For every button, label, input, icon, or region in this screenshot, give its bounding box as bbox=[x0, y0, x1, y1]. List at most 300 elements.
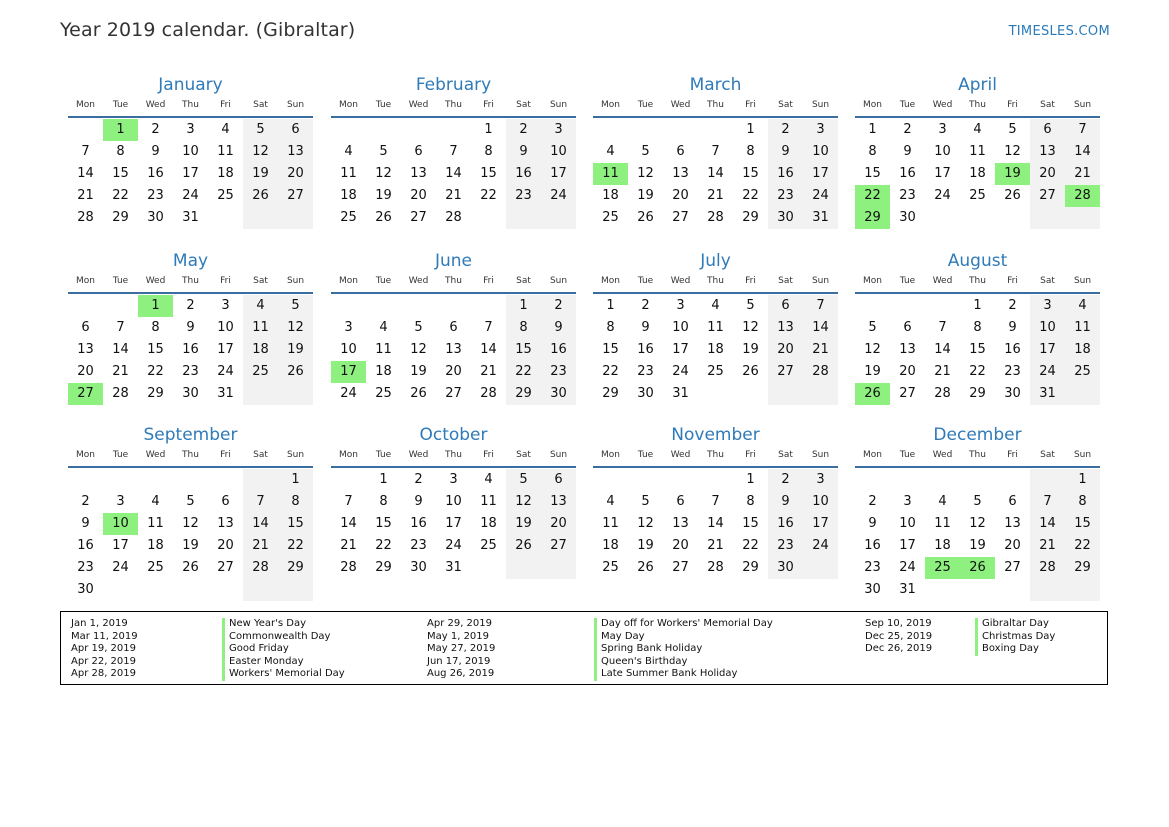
day-cell: 12 bbox=[742, 320, 759, 335]
holiday-day-cell: 27 bbox=[68, 383, 103, 405]
weekday-label: Sun bbox=[286, 100, 305, 110]
day-cell: 16 bbox=[147, 166, 164, 181]
day-cell: 18 bbox=[934, 538, 951, 553]
day-cell: 19 bbox=[278, 339, 313, 361]
holiday-day-cell: 19 bbox=[995, 163, 1030, 185]
day-cell: 2 bbox=[506, 119, 541, 141]
weekday-label: Fri bbox=[1007, 276, 1018, 286]
day-cell: 14 bbox=[1030, 513, 1065, 535]
day-grid bbox=[855, 469, 1100, 601]
legend-date: May 27, 2019 bbox=[427, 643, 496, 654]
day-cell: 12 bbox=[864, 342, 881, 357]
day-cell: 31 bbox=[803, 207, 838, 229]
day-cell: 12 bbox=[969, 516, 986, 531]
day-cell: 25 bbox=[1065, 361, 1100, 383]
weekday-label: Wed bbox=[408, 450, 429, 460]
empty-cell bbox=[995, 207, 1030, 229]
day-cell: 2 bbox=[768, 119, 803, 141]
weekday-label: Mon bbox=[863, 276, 882, 286]
day-cell: 5 bbox=[186, 494, 195, 509]
day-cell: 19 bbox=[969, 538, 986, 553]
legend-holiday-name: Good Friday bbox=[222, 643, 345, 656]
day-cell: 20 bbox=[77, 364, 94, 379]
month-october bbox=[331, 424, 576, 579]
day-cell: 13 bbox=[1030, 141, 1065, 163]
day-cell: 24 bbox=[803, 535, 838, 557]
weekday-label: Mon bbox=[76, 276, 95, 286]
day-cell: 9 bbox=[506, 141, 541, 163]
legend-dates-col-2 bbox=[427, 618, 495, 681]
legend-holiday-name: Spring Bank Holiday bbox=[594, 643, 773, 656]
day-cell: 13 bbox=[768, 317, 803, 339]
day-cell: 8 bbox=[746, 494, 755, 509]
day-cell: 27 bbox=[1030, 185, 1065, 207]
day-cell: 30 bbox=[410, 560, 427, 575]
day-cell: 24 bbox=[541, 185, 576, 207]
day-cell: 17 bbox=[803, 163, 838, 185]
empty-cell bbox=[925, 295, 960, 317]
month-title: November bbox=[671, 425, 760, 445]
day-cell: 7 bbox=[938, 320, 947, 335]
day-cell: 8 bbox=[484, 144, 493, 159]
day-cell: 5 bbox=[641, 494, 650, 509]
day-cell: 6 bbox=[768, 295, 803, 317]
day-cell: 17 bbox=[934, 166, 951, 181]
day-cell: 15 bbox=[602, 342, 619, 357]
weekday-label: Fri bbox=[1007, 100, 1018, 110]
day-cell: 2 bbox=[151, 122, 160, 137]
day-cell: 20 bbox=[541, 513, 576, 535]
weekday-label: Thu bbox=[707, 276, 724, 286]
day-cell: 26 bbox=[182, 560, 199, 575]
day-cell: 11 bbox=[934, 516, 951, 531]
day-cell: 9 bbox=[186, 320, 195, 335]
day-cell: 19 bbox=[182, 538, 199, 553]
day-cell: 15 bbox=[480, 166, 497, 181]
weekday-label: Tue bbox=[112, 276, 129, 286]
day-cell: 6 bbox=[278, 119, 313, 141]
day-cell: 25 bbox=[340, 210, 357, 225]
day-cell: 23 bbox=[637, 364, 654, 379]
weekday-label: Wed bbox=[670, 100, 691, 110]
weekday-label: Sat bbox=[516, 450, 531, 460]
day-cell: 13 bbox=[899, 342, 916, 357]
weekday-label: Sat bbox=[516, 100, 531, 110]
holiday-day-cell: 1 bbox=[103, 119, 138, 141]
day-cell: 9 bbox=[541, 317, 576, 339]
day-cell: 28 bbox=[803, 361, 838, 383]
day-grid bbox=[331, 295, 576, 405]
day-cell: 16 bbox=[864, 538, 881, 553]
day-cell: 13 bbox=[278, 141, 313, 163]
day-cell: 13 bbox=[410, 166, 427, 181]
day-cell: 15 bbox=[742, 516, 759, 531]
legend-dates-col-1 bbox=[71, 618, 138, 681]
empty-cell bbox=[208, 469, 243, 491]
day-cell: 22 bbox=[742, 188, 759, 203]
empty-cell bbox=[366, 295, 401, 317]
day-cell: 7 bbox=[449, 144, 458, 159]
weekday-header bbox=[855, 272, 1100, 294]
weekday-label: Sat bbox=[778, 450, 793, 460]
weekday-label: Sat bbox=[1040, 100, 1055, 110]
day-cell: 16 bbox=[77, 538, 94, 553]
weekday-label: Mon bbox=[76, 100, 95, 110]
month-title: April bbox=[958, 75, 997, 95]
day-cell: 18 bbox=[243, 339, 278, 361]
day-cell: 18 bbox=[217, 166, 234, 181]
weekday-header bbox=[68, 446, 313, 468]
day-cell: 23 bbox=[768, 535, 803, 557]
weekday-label: Thu bbox=[969, 450, 986, 460]
day-cell: 6 bbox=[1030, 119, 1065, 141]
day-cell: 10 bbox=[1030, 317, 1065, 339]
day-cell: 25 bbox=[217, 188, 234, 203]
day-cell: 19 bbox=[637, 188, 654, 203]
day-cell: 8 bbox=[379, 494, 388, 509]
empty-cell bbox=[68, 119, 103, 141]
day-cell: 9 bbox=[768, 491, 803, 513]
day-cell: 11 bbox=[480, 494, 497, 509]
weekday-label: Fri bbox=[220, 276, 231, 286]
day-cell: 30 bbox=[637, 386, 654, 401]
day-cell: 16 bbox=[182, 342, 199, 357]
empty-cell bbox=[278, 207, 313, 229]
day-grid bbox=[593, 295, 838, 405]
empty-cell bbox=[995, 579, 1030, 601]
day-cell: 27 bbox=[445, 386, 462, 401]
day-cell: 2 bbox=[868, 494, 877, 509]
day-cell: 21 bbox=[1065, 163, 1100, 185]
day-cell: 6 bbox=[541, 469, 576, 491]
day-cell: 18 bbox=[340, 188, 357, 203]
day-cell: 29 bbox=[147, 386, 164, 401]
empty-cell bbox=[68, 469, 103, 491]
day-cell: 14 bbox=[243, 513, 278, 535]
day-cell: 20 bbox=[899, 364, 916, 379]
weekday-header bbox=[331, 96, 576, 118]
day-cell: 24 bbox=[445, 538, 462, 553]
day-cell: 8 bbox=[1065, 491, 1100, 513]
weekday-label: Sat bbox=[253, 276, 268, 286]
day-cell: 16 bbox=[1004, 342, 1021, 357]
day-cell: 21 bbox=[340, 538, 357, 553]
weekday-label: Fri bbox=[483, 276, 494, 286]
empty-cell bbox=[471, 207, 506, 229]
day-cell: 11 bbox=[147, 516, 164, 531]
day-cell: 23 bbox=[77, 560, 94, 575]
weekday-label: Tue bbox=[375, 450, 392, 460]
day-cell: 7 bbox=[81, 144, 90, 159]
day-cell: 26 bbox=[278, 361, 313, 383]
day-cell: 29 bbox=[375, 560, 392, 575]
day-cell: 16 bbox=[899, 166, 916, 181]
weekday-label: Fri bbox=[1007, 450, 1018, 460]
weekday-label: Sat bbox=[516, 276, 531, 286]
day-cell: 23 bbox=[410, 538, 427, 553]
weekday-label: Wed bbox=[932, 100, 953, 110]
day-cell: 5 bbox=[641, 144, 650, 159]
day-cell: 5 bbox=[973, 494, 982, 509]
weekday-label: Wed bbox=[932, 276, 953, 286]
day-cell: 6 bbox=[903, 320, 912, 335]
day-cell: 21 bbox=[707, 188, 724, 203]
legend-holiday-name: Commonwealth Day bbox=[222, 631, 345, 644]
day-cell: 29 bbox=[742, 210, 759, 225]
day-cell: 4 bbox=[973, 122, 982, 137]
day-cell: 8 bbox=[746, 144, 755, 159]
day-cell: 6 bbox=[1008, 494, 1017, 509]
day-cell: 11 bbox=[243, 317, 278, 339]
day-cell: 28 bbox=[243, 557, 278, 579]
legend-date: Sep 10, 2019 bbox=[865, 618, 932, 629]
day-cell: 11 bbox=[217, 144, 234, 159]
day-cell: 3 bbox=[1030, 295, 1065, 317]
empty-cell bbox=[401, 295, 436, 317]
legend-holiday-name: Gibraltar Day bbox=[975, 618, 1055, 631]
day-cell: 30 bbox=[182, 386, 199, 401]
weekday-label: Mon bbox=[339, 450, 358, 460]
holiday-day-cell: 26 bbox=[960, 557, 995, 579]
day-grid bbox=[593, 119, 838, 229]
day-cell: 21 bbox=[480, 364, 497, 379]
weekday-header bbox=[68, 96, 313, 118]
empty-cell bbox=[925, 579, 960, 601]
empty-cell bbox=[698, 469, 733, 491]
day-cell: 24 bbox=[934, 188, 951, 203]
day-cell: 4 bbox=[243, 295, 278, 317]
weekday-label: Wed bbox=[670, 450, 691, 460]
day-cell: 8 bbox=[151, 320, 160, 335]
day-cell: 4 bbox=[151, 494, 160, 509]
empty-cell bbox=[243, 383, 278, 405]
empty-cell bbox=[506, 557, 541, 579]
day-cell: 23 bbox=[147, 188, 164, 203]
day-cell: 23 bbox=[768, 185, 803, 207]
day-cell: 14 bbox=[480, 342, 497, 357]
day-cell: 24 bbox=[112, 560, 129, 575]
day-cell: 26 bbox=[506, 535, 541, 557]
day-cell: 28 bbox=[340, 560, 357, 575]
day-cell: 14 bbox=[112, 342, 129, 357]
empty-cell bbox=[173, 469, 208, 491]
day-cell: 18 bbox=[969, 166, 986, 181]
day-cell: 6 bbox=[414, 144, 423, 159]
day-cell: 25 bbox=[969, 188, 986, 203]
day-cell: 3 bbox=[903, 494, 912, 509]
day-cell: 10 bbox=[182, 144, 199, 159]
day-cell: 15 bbox=[1065, 513, 1100, 535]
day-cell: 13 bbox=[1004, 516, 1021, 531]
empty-cell bbox=[1065, 579, 1100, 601]
empty-cell bbox=[698, 383, 733, 405]
day-cell: 14 bbox=[77, 166, 94, 181]
month-title: October bbox=[419, 425, 488, 445]
legend-date: Apr 29, 2019 bbox=[427, 618, 493, 629]
day-cell: 17 bbox=[541, 163, 576, 185]
day-cell: 16 bbox=[768, 163, 803, 185]
month-title: January bbox=[158, 75, 223, 95]
day-cell: 14 bbox=[934, 342, 951, 357]
day-cell: 27 bbox=[541, 535, 576, 557]
day-cell: 16 bbox=[541, 339, 576, 361]
month-may bbox=[68, 250, 313, 405]
day-cell: 10 bbox=[899, 516, 916, 531]
weekday-label: Thu bbox=[182, 276, 199, 286]
day-cell: 13 bbox=[672, 516, 689, 531]
day-cell: 20 bbox=[445, 364, 462, 379]
day-cell: 29 bbox=[602, 386, 619, 401]
day-grid bbox=[68, 295, 313, 405]
legend-date: Jan 1, 2019 bbox=[71, 618, 128, 629]
weekday-label: Tue bbox=[637, 450, 654, 460]
day-cell: 13 bbox=[217, 516, 234, 531]
empty-cell bbox=[331, 295, 366, 317]
empty-cell bbox=[243, 579, 278, 601]
day-cell: 7 bbox=[711, 144, 720, 159]
day-cell: 1 bbox=[868, 122, 877, 137]
empty-cell bbox=[208, 207, 243, 229]
day-cell: 22 bbox=[1065, 535, 1100, 557]
day-cell: 4 bbox=[606, 494, 615, 509]
day-cell: 20 bbox=[1004, 538, 1021, 553]
day-cell: 28 bbox=[1030, 557, 1065, 579]
day-cell: 21 bbox=[1030, 535, 1065, 557]
day-cell: 22 bbox=[375, 538, 392, 553]
day-cell: 12 bbox=[278, 317, 313, 339]
legend-holiday-name: Easter Monday bbox=[222, 656, 345, 669]
weekday-label: Thu bbox=[445, 450, 462, 460]
day-cell: 1 bbox=[606, 298, 615, 313]
day-cell: 1 bbox=[746, 122, 755, 137]
empty-cell bbox=[628, 469, 663, 491]
holiday-day-cell: 29 bbox=[855, 207, 890, 229]
day-grid bbox=[331, 469, 576, 579]
empty-cell bbox=[541, 207, 576, 229]
legend-date: Dec 26, 2019 bbox=[865, 643, 933, 654]
day-cell: 23 bbox=[541, 361, 576, 383]
day-cell: 4 bbox=[711, 298, 720, 313]
day-cell: 1 bbox=[278, 469, 313, 491]
day-cell: 12 bbox=[410, 342, 427, 357]
day-cell: 29 bbox=[506, 383, 541, 405]
day-cell: 3 bbox=[221, 298, 230, 313]
day-cell: 30 bbox=[147, 210, 164, 225]
day-cell: 4 bbox=[938, 494, 947, 509]
legend-date: Jun 17, 2019 bbox=[427, 655, 491, 667]
day-cell: 12 bbox=[1004, 144, 1021, 159]
day-cell: 14 bbox=[803, 317, 838, 339]
day-cell: 31 bbox=[182, 210, 199, 225]
empty-cell bbox=[1030, 469, 1065, 491]
day-grid bbox=[68, 119, 313, 229]
day-cell: 2 bbox=[414, 472, 423, 487]
weekday-label: Tue bbox=[375, 100, 392, 110]
day-cell: 29 bbox=[742, 560, 759, 575]
day-cell: 12 bbox=[637, 516, 654, 531]
day-cell: 26 bbox=[410, 386, 427, 401]
day-cell: 19 bbox=[506, 513, 541, 535]
day-cell: 11 bbox=[375, 342, 392, 357]
day-cell: 18 bbox=[147, 538, 164, 553]
empty-cell bbox=[243, 469, 278, 491]
day-cell: 15 bbox=[375, 516, 392, 531]
day-cell: 28 bbox=[112, 386, 129, 401]
legend-date: May 1, 2019 bbox=[427, 630, 490, 642]
day-cell: 27 bbox=[1004, 560, 1021, 575]
holiday-day-cell: 25 bbox=[925, 557, 960, 579]
day-cell: 26 bbox=[375, 210, 392, 225]
day-cell: 5 bbox=[868, 320, 877, 335]
day-cell: 1 bbox=[484, 122, 493, 137]
day-cell: 6 bbox=[81, 320, 90, 335]
day-cell: 6 bbox=[449, 320, 458, 335]
day-cell: 15 bbox=[278, 513, 313, 535]
weekday-label: Tue bbox=[899, 450, 916, 460]
weekday-header bbox=[331, 272, 576, 294]
day-cell: 14 bbox=[445, 166, 462, 181]
month-march bbox=[593, 74, 838, 229]
day-cell: 28 bbox=[445, 210, 462, 225]
month-august bbox=[855, 250, 1100, 405]
empty-cell bbox=[925, 469, 960, 491]
weekday-label: Mon bbox=[601, 450, 620, 460]
day-cell: 26 bbox=[1004, 188, 1021, 203]
day-cell: 9 bbox=[414, 494, 423, 509]
day-cell: 23 bbox=[182, 364, 199, 379]
empty-cell bbox=[506, 207, 541, 229]
day-cell: 30 bbox=[77, 582, 94, 597]
day-cell: 21 bbox=[707, 538, 724, 553]
day-cell: 29 bbox=[278, 557, 313, 579]
day-cell: 28 bbox=[707, 210, 724, 225]
day-cell: 22 bbox=[742, 538, 759, 553]
day-cell: 7 bbox=[711, 494, 720, 509]
weekday-label: Sun bbox=[1073, 450, 1092, 460]
empty-cell bbox=[925, 207, 960, 229]
day-cell: 4 bbox=[221, 122, 230, 137]
day-cell: 4 bbox=[606, 144, 615, 159]
day-cell: 15 bbox=[506, 339, 541, 361]
brand-link[interactable]: TIMESLES.COM bbox=[1008, 24, 1110, 39]
day-cell: 23 bbox=[1004, 364, 1021, 379]
day-cell: 21 bbox=[243, 535, 278, 557]
empty-cell bbox=[698, 119, 733, 141]
day-cell: 3 bbox=[186, 122, 195, 137]
day-cell: 22 bbox=[112, 188, 129, 203]
day-cell: 21 bbox=[934, 364, 951, 379]
day-cell: 24 bbox=[672, 364, 689, 379]
day-cell: 30 bbox=[899, 210, 916, 225]
day-cell: 28 bbox=[707, 560, 724, 575]
weekday-label: Fri bbox=[483, 100, 494, 110]
day-cell: 10 bbox=[934, 144, 951, 159]
day-cell: 18 bbox=[375, 364, 392, 379]
day-cell: 27 bbox=[672, 560, 689, 575]
day-cell: 19 bbox=[243, 163, 278, 185]
day-cell: 24 bbox=[899, 560, 916, 575]
empty-cell bbox=[855, 295, 890, 317]
month-september bbox=[68, 424, 313, 601]
weekday-label: Mon bbox=[76, 450, 95, 460]
empty-cell bbox=[1030, 579, 1065, 601]
legend-date: Dec 25, 2019 bbox=[865, 630, 933, 642]
legend-date: Apr 22, 2019 bbox=[71, 655, 137, 667]
empty-cell bbox=[471, 557, 506, 579]
day-cell: 14 bbox=[707, 166, 724, 181]
day-cell: 9 bbox=[81, 516, 90, 531]
day-grid bbox=[593, 469, 838, 579]
